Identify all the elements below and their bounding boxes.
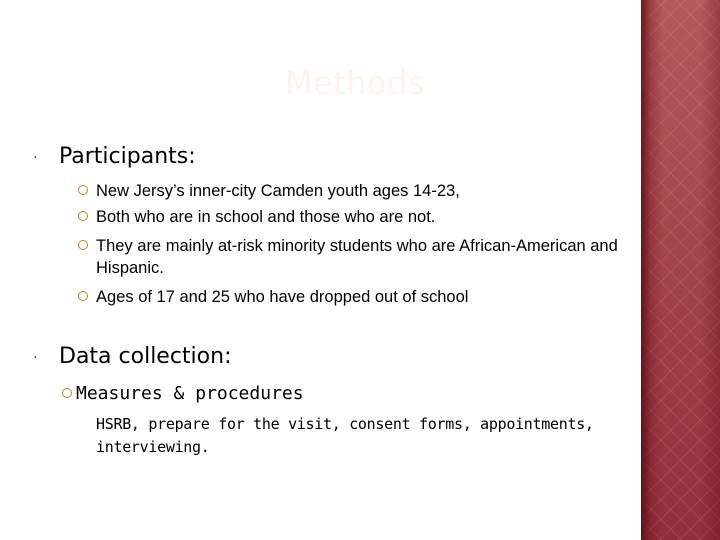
section-heading: Participants: [59,144,196,169]
dot-bullet-icon: · [33,150,38,166]
decorative-side-band [641,0,720,540]
circle-bullet-icon [78,211,88,221]
slide-title: Methods [284,64,426,102]
dot-bullet-icon: · [33,350,38,366]
slide: Methods · Participants: New Jersy’s inner-city Camden youth ages 14-23, Both who are in school and those who are not. They are mainly at-risk minority students who are African-American and Hispanic. Ages of 17 and 25 who have dropped out of school · Data collection: Measures & procedures HSRB, prepare for the visit, consent forms, appointments, interviewing. [0,0,720,540]
section-heading: Data collection: [59,344,232,369]
list-item: Ages of 17 and 25 who have dropped out of school [78,286,638,308]
circle-bullet-icon [78,185,88,195]
circle-bullet-icon [78,291,88,301]
sub-text: HSRB, prepare for the visit, consent forms, appointments, interviewing. [96,415,594,456]
list-item: Both who are in school and those who are not. [78,206,638,228]
circle-bullet-icon [62,388,72,398]
list-item: They are mainly at-risk minority students who are African-American and Hispanic. [78,235,638,279]
list-item: New Jersy’s inner-city Camden youth ages 14-23, [78,180,638,202]
circle-bullet-icon [78,240,88,250]
